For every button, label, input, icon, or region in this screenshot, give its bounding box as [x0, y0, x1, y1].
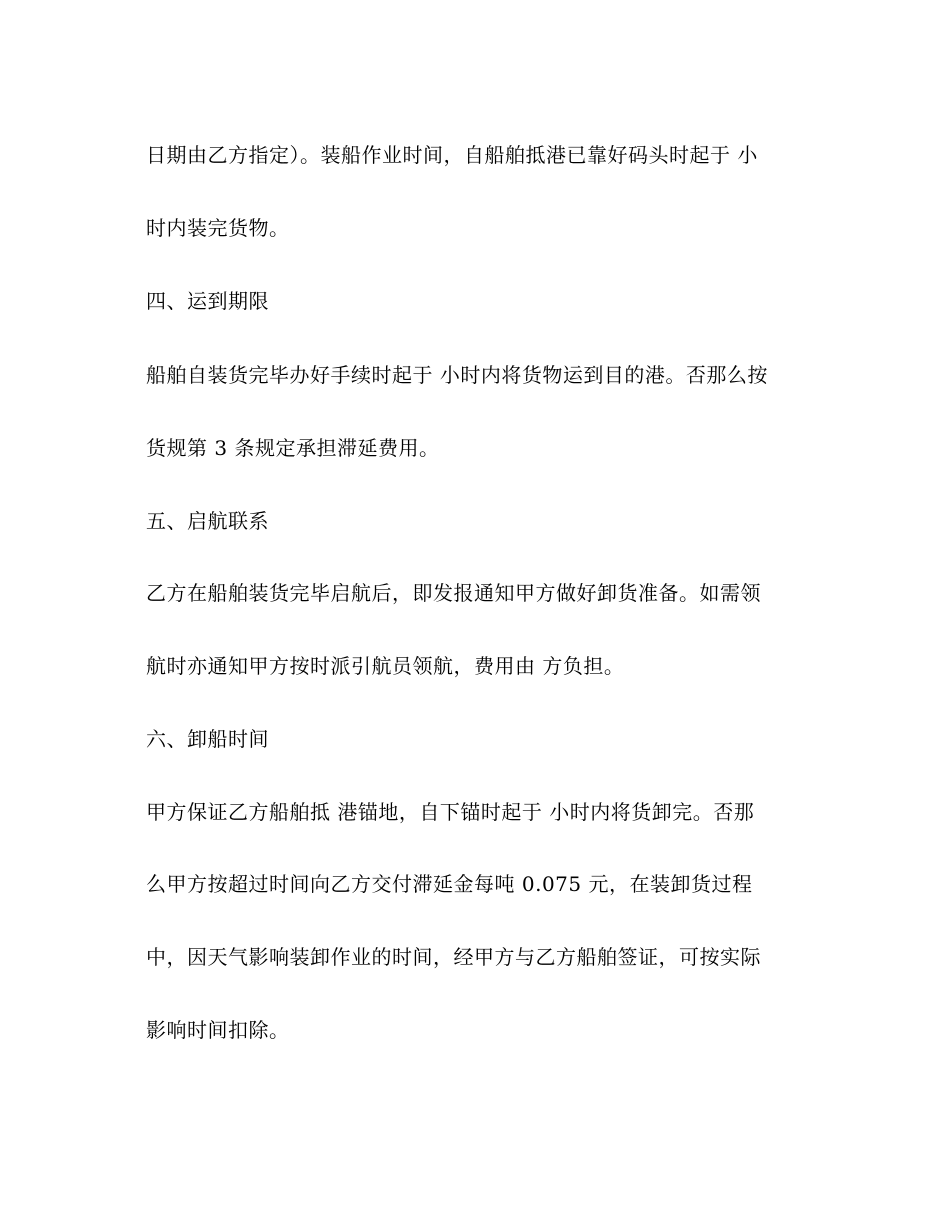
paragraph-line: 船舶自装货完毕办好手续时起于 小时内将货物运到目的港。否那么按	[146, 363, 768, 387]
section-heading-departure-contact: 五、启航联系	[146, 509, 269, 533]
paragraph-line: 乙方在船舶装货完毕启航后，即发报通知甲方做好卸货准备。如需领	[146, 581, 761, 605]
paragraph-line: 航时亦通知甲方按时派引航员领航，费用由 方负担。	[146, 654, 625, 678]
paragraph-line: 中，因天气影响装卸作业的时间，经甲方与乙方船舶签证，可按实际	[146, 945, 761, 969]
paragraph-line: 日期由乙方指定）。装船作业时间，自船舶抵港已靠好码头时起于 小	[146, 143, 758, 167]
paragraph-line: 货规第 3 条规定承担滞延费用。	[146, 436, 440, 460]
section-heading-unloading-time: 六、卸船时间	[146, 727, 269, 751]
paragraph-line: 时内装完货物。	[146, 216, 290, 240]
section-heading-delivery-period: 四、运到期限	[146, 289, 269, 313]
paragraph-line: 甲方保证乙方船舶抵 港锚地，自下锚时起于 小时内将货卸完。否那	[146, 800, 755, 824]
paragraph-line: 影响时间扣除。	[146, 1018, 290, 1042]
paragraph-line: 么甲方按超过时间向乙方交付滞延金每吨 0.075 元，在装卸货过程	[146, 872, 753, 896]
